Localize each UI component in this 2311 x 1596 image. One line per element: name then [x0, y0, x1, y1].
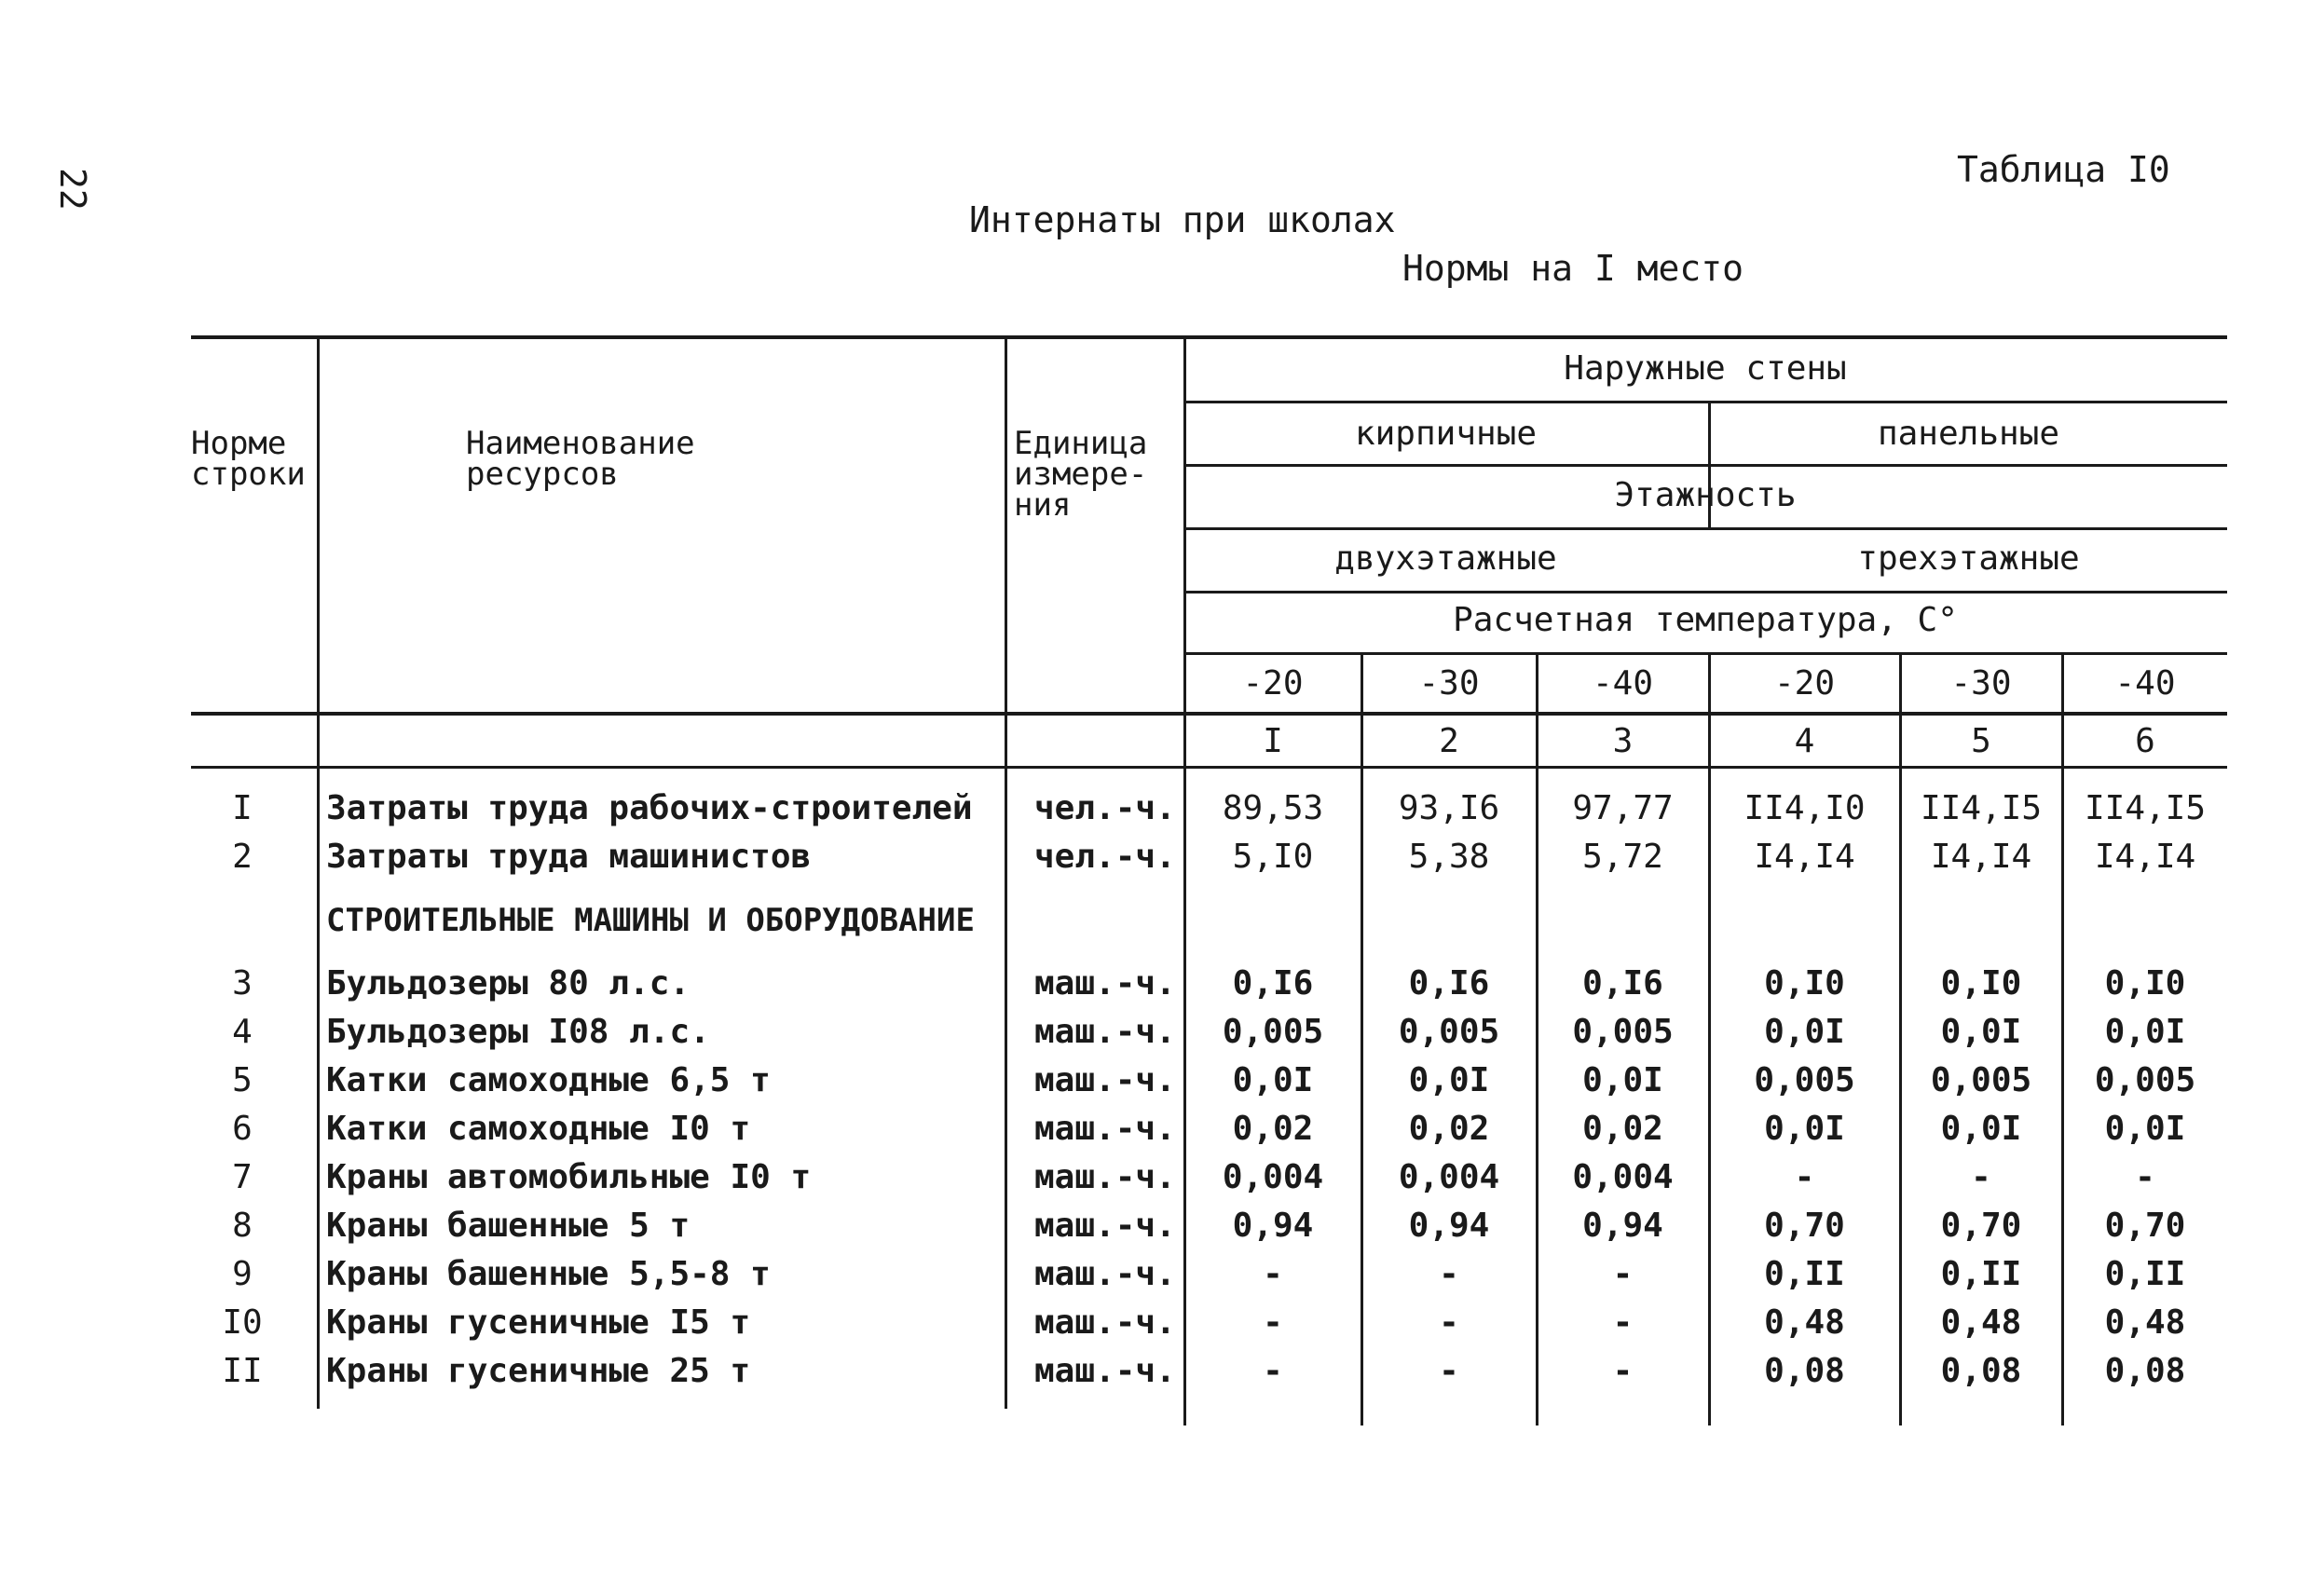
- unit: маш.-ч.: [1034, 1110, 1176, 1148]
- value-cell: I4,I4: [2094, 838, 2196, 876]
- row-number: I0: [222, 1303, 263, 1342]
- unit: маш.-ч.: [1034, 1013, 1176, 1051]
- value-cell: -: [1439, 1352, 1459, 1390]
- value-cell: 0,I6: [1408, 964, 1490, 1003]
- column-number-4: 4: [1794, 722, 1815, 760]
- value-cell: 0,08: [1940, 1352, 2022, 1390]
- unit: маш.-ч.: [1034, 1352, 1176, 1390]
- value-cell: 0,0I: [2104, 1110, 2186, 1148]
- value-cell: 0,94: [1408, 1207, 1490, 1245]
- unit: чел.-ч.: [1034, 838, 1176, 876]
- value-cell: -: [1263, 1255, 1283, 1293]
- value-cell: 5,72: [1582, 838, 1663, 876]
- value-cell: 0,II: [2104, 1255, 2186, 1293]
- column-number-6: 6: [2135, 722, 2155, 760]
- value-cell: 0,I0: [1940, 964, 2022, 1003]
- header-rule: [1183, 527, 2227, 530]
- table-title: Интернаты при школах: [969, 199, 1396, 240]
- header-unit: Единица измере- ния: [1014, 425, 1148, 524]
- row-number: 2: [232, 838, 253, 876]
- value-cell: 0,70: [1940, 1207, 2022, 1245]
- row-number: II: [222, 1352, 263, 1390]
- unit: чел.-ч.: [1034, 789, 1176, 827]
- resource-name: Краны башенные 5 т: [326, 1207, 691, 1245]
- value-cell: -: [2135, 1158, 2155, 1196]
- resource-name: Затраты труда рабочих-строителей: [326, 789, 973, 827]
- value-cell: 0,48: [2104, 1303, 2186, 1342]
- value-cell: -: [1439, 1255, 1459, 1293]
- header-row-number: Норме строки: [191, 425, 306, 493]
- value-cell: 0,08: [2104, 1352, 2186, 1390]
- table-top-rule: [191, 335, 2227, 339]
- header-temperature-4: -20: [1773, 664, 1836, 703]
- row-number: 3: [232, 964, 253, 1003]
- column-number-5: 5: [1971, 722, 1991, 760]
- header-resource-name: Наименование ресурсов: [466, 425, 695, 493]
- value-cell: -: [1612, 1255, 1634, 1293]
- value-cell: 0,005: [1930, 1061, 2032, 1099]
- value-cell: 0,0I: [1232, 1061, 1314, 1099]
- value-cell: -: [1971, 1158, 1991, 1196]
- value-cell: 0,94: [1232, 1207, 1314, 1245]
- value-cell: 0,005: [1754, 1061, 1855, 1099]
- resource-name: Катки самоходные 6,5 т: [326, 1061, 771, 1099]
- section-title: СТРОИТЕЛЬНЫЕ МАШИНЫ И ОБОРУДОВАНИЕ: [326, 902, 975, 939]
- value-cell: II4,I5: [2084, 789, 2207, 827]
- header-brick: кирпичные: [1354, 415, 1538, 453]
- row-number: 4: [232, 1013, 253, 1051]
- header-temperature-6: -40: [2114, 664, 2176, 703]
- value-cell: 0,0I: [1940, 1013, 2022, 1051]
- value-cell: 0,004: [1222, 1158, 1324, 1196]
- resource-name: Катки самоходные I0 т: [326, 1110, 751, 1148]
- value-cell: 93,I6: [1398, 789, 1500, 827]
- value-cell: 0,02: [1582, 1110, 1663, 1148]
- unit: маш.-ч.: [1034, 1061, 1176, 1099]
- value-cell: 5,38: [1408, 838, 1490, 876]
- resource-name: Краны гусеничные I5 т: [326, 1303, 751, 1342]
- header-rule: [1183, 591, 2227, 593]
- value-cell: -: [1263, 1352, 1283, 1390]
- row-number: 6: [232, 1110, 253, 1148]
- value-cell: 0,005: [2094, 1061, 2196, 1099]
- value-cell: 0,02: [1232, 1110, 1314, 1148]
- header-temperature-1: -20: [1242, 664, 1304, 703]
- value-cell: 0,0I: [1408, 1061, 1490, 1099]
- header-floors: Этажность: [1614, 476, 1797, 514]
- value-cell: 0,0I: [1764, 1013, 1845, 1051]
- value-cell: 0,004: [1572, 1158, 1674, 1196]
- value-cell: 0,08: [1764, 1352, 1845, 1390]
- header-panel: панельные: [1877, 415, 2060, 453]
- header-temperature-3: -40: [1592, 664, 1654, 703]
- value-cell: 0,0I: [1764, 1110, 1845, 1148]
- row-number: 8: [232, 1207, 253, 1245]
- header-rule: [1183, 464, 2227, 467]
- unit: маш.-ч.: [1034, 1303, 1176, 1342]
- header-rule: [1183, 401, 2227, 403]
- value-cell: 0,02: [1408, 1110, 1490, 1148]
- value-cell: 97,77: [1572, 789, 1674, 827]
- value-cell: -: [1263, 1303, 1283, 1342]
- page-number: 22: [52, 168, 93, 211]
- value-cell: 0,I6: [1582, 964, 1663, 1003]
- value-cell: 0,70: [1764, 1207, 1845, 1245]
- value-cell: -: [1612, 1303, 1634, 1342]
- column-number-3: 3: [1612, 722, 1634, 760]
- value-cell: 0,I0: [1764, 964, 1845, 1003]
- header-three-storey: трехэтажные: [1857, 539, 2080, 578]
- value-cell: 0,II: [1764, 1255, 1845, 1293]
- row-number: 9: [232, 1255, 253, 1293]
- resource-name: Бульдозеры 80 л.с.: [326, 964, 691, 1003]
- value-cell: -: [1439, 1303, 1459, 1342]
- column-number-rule: [191, 766, 2227, 769]
- header-two-storey: двухэтажные: [1334, 539, 1557, 578]
- value-cell: 0,94: [1582, 1207, 1663, 1245]
- resource-name: Краны автомобильные I0 т: [326, 1158, 812, 1196]
- table-subtitle: Нормы на I место: [1402, 248, 1744, 289]
- column-divider: [1005, 337, 1007, 1409]
- value-cell: I4,I4: [1930, 838, 2032, 876]
- unit: маш.-ч.: [1034, 1207, 1176, 1245]
- column-divider: [317, 337, 320, 1409]
- header-outer-walls: Наружные стены: [1564, 349, 1847, 388]
- value-cell: II4,I5: [1920, 789, 2043, 827]
- row-number: I: [232, 789, 253, 827]
- value-cell: 0,I0: [2104, 964, 2186, 1003]
- unit: маш.-ч.: [1034, 1158, 1176, 1196]
- value-cell: 0,005: [1222, 1013, 1324, 1051]
- table-number: Таблица I0: [1957, 149, 2170, 190]
- resource-name: Затраты труда машинистов: [326, 838, 812, 876]
- value-cell: 0,I6: [1232, 964, 1314, 1003]
- row-number: 5: [232, 1061, 253, 1099]
- value-cell: 0,70: [2104, 1207, 2186, 1245]
- value-cell: I4,I4: [1754, 838, 1855, 876]
- value-cell: 0,005: [1398, 1013, 1500, 1051]
- header-temperature-2: -30: [1418, 664, 1480, 703]
- unit: маш.-ч.: [1034, 1255, 1176, 1293]
- header-design-temperature: Расчетная температура, С°: [1453, 601, 1958, 639]
- value-cell: 5,I0: [1232, 838, 1314, 876]
- value-cell: 0,48: [1940, 1303, 2022, 1342]
- unit: маш.-ч.: [1034, 964, 1176, 1003]
- header-temperature-5: -30: [1950, 664, 2012, 703]
- value-cell: II4,I0: [1744, 789, 1866, 827]
- header-bottom-rule: [191, 712, 2227, 716]
- resource-name: Бульдозеры I08 л.с.: [326, 1013, 710, 1051]
- value-cell: 0,48: [1764, 1303, 1845, 1342]
- value-cell: 89,53: [1222, 789, 1324, 827]
- value-cell: -: [1794, 1158, 1815, 1196]
- resource-name: Краны гусеничные 25 т: [326, 1352, 751, 1390]
- value-cell: 0,0I: [2104, 1013, 2186, 1051]
- value-cell: 0,II: [1940, 1255, 2022, 1293]
- column-number-2: 2: [1439, 722, 1459, 760]
- value-cell: 0,004: [1398, 1158, 1500, 1196]
- column-number-1: I: [1263, 722, 1283, 760]
- header-rule: [1183, 652, 2227, 655]
- resource-name: Краны башенные 5,5-8 т: [326, 1255, 771, 1293]
- value-cell: 0,0I: [1940, 1110, 2022, 1148]
- value-cell: 0,0I: [1582, 1061, 1663, 1099]
- value-cell: -: [1612, 1352, 1634, 1390]
- value-cell: 0,005: [1572, 1013, 1674, 1051]
- row-number: 7: [232, 1158, 253, 1196]
